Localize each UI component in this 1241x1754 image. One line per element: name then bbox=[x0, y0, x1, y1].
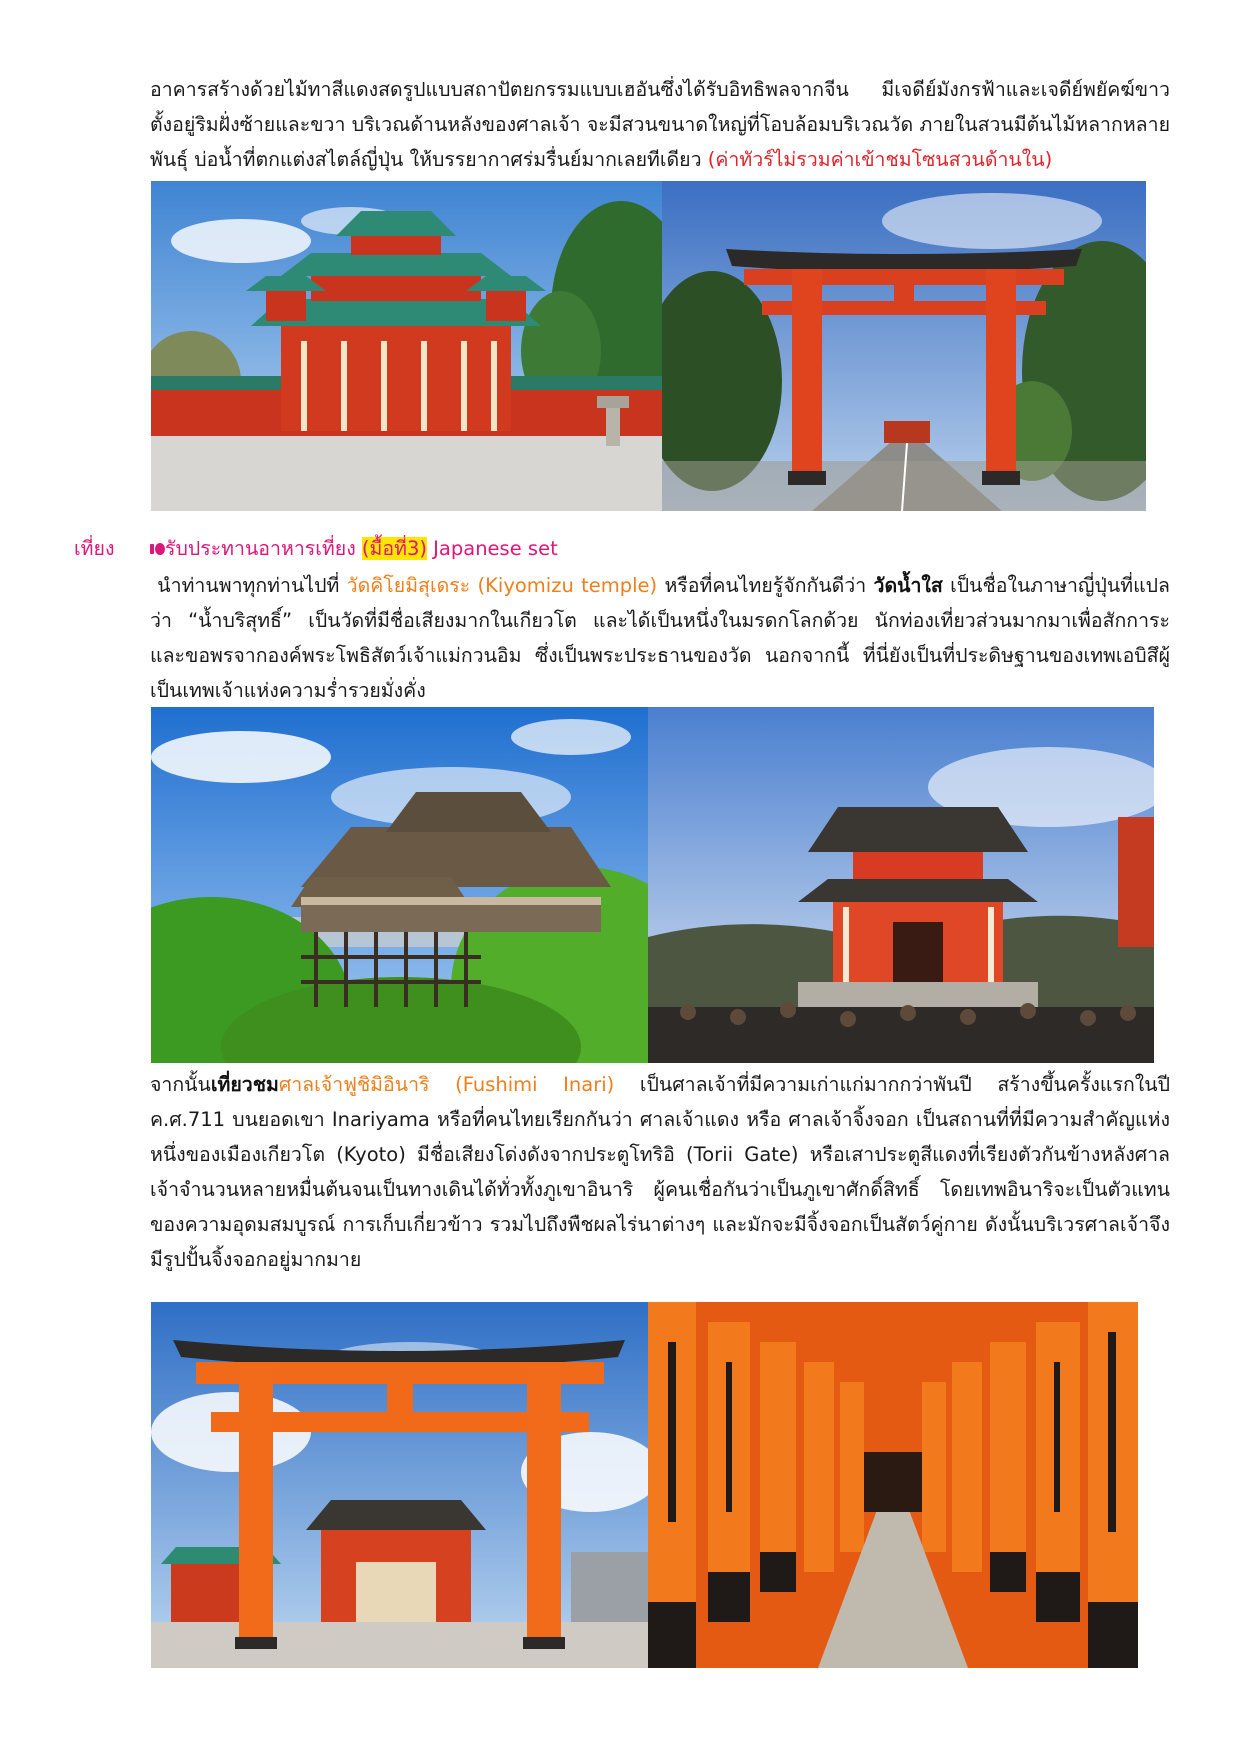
intro-text: อาคารสร้างด้วยไม้ทาสีแดงสดรูปแบบสถาปัตยกรรมแบบเฮอันซึ่งได้รับอิทธิพลจากจีน มีเจดีย์มังกรฟ้าและเจดีย์พยัคฆ์ขาว ตั้งอยู่ริมฝั่งซ้ายและขวา บริเวณด้านหลังของศาลเจ้า จะมีสวนขนาดใหญ่ที่โอบล้อมบริเวณวัด ภายในสวนมีต้นไม้หลากหลายพันธุ์ บ่อน้ำที่ตกแต่งสไตล์ญี่ปุ่น ให้บรรยากาศร่มรื่นย์มากเลยทีเดียว bbox=[150, 78, 1170, 171]
torii-tunnel-photo bbox=[648, 1302, 1138, 1668]
lunch-menu: Japanese set bbox=[433, 537, 558, 560]
meal-number-badge: (มื้อที่3) bbox=[361, 537, 427, 560]
fushimi-torii-photo bbox=[151, 1302, 648, 1668]
lunch-prefix: รับประทานอาหารเที่ยง bbox=[165, 537, 356, 560]
kiyomizu-mid: หรือที่คนไทยรู้จักกันดีว่า bbox=[657, 574, 874, 597]
fushimi-rest: เป็นศาลเจ้าที่มีความเก่าแก่มากกว่าพันปี สร้างขึ้นครั้งแรกในปี ค.ศ.711 บนยอดเขา Inariyama หรือที่คนไทยเรียกกันว่า ศาลเจ้าแดง หรือ ศาลเจ้าจิ้งจอก เป็นสถานที่ที่มีความสำคัญแห่งหนึ่งของเมืองเกียวโต (Kyoto) มีชื่อเสียงโด่งดังจากประตูโทริอิ (Torii Gate) หรือเสาประตูสีแดงที่เรียงตัวกันข้างหลังศาลเจ้าจำนวนหลายหมื่นต้นจนเป็นทางเดินได้ทั่วทั้งภูเขาอินาริ ผู้คนเชื่อกันว่าเป็นภูเขาศักดิ์สิทธิ์ โดยเทพอินาริจะเป็นตัวแทนของความอุดมสมบูรณ์ การเก็บเกี่ยวข้าว รวมไปถึงพืชผลไร่นาต่างๆ และมักจะมีจิ้งจอกเป็นสัตว์คู่กาย ดังนั้นบริเวรศาลเจ้าจึงมีรูปปั้นจิ้งจอกอยู่มากมาย bbox=[150, 1073, 1170, 1271]
time-label-noon: เที่ยง bbox=[74, 537, 115, 560]
fushimi-lead: จากนั้น bbox=[150, 1073, 211, 1096]
fushimi-name: ศาลเจ้าฟูชิมิอินาริ (Fushimi Inari) bbox=[278, 1073, 615, 1096]
kiyomizu-paragraph bbox=[150, 568, 1170, 708]
heian-torii-photo bbox=[662, 181, 1146, 511]
kiyomizu-lead: นำท่านพาทุกท่านไปที่ bbox=[157, 574, 347, 597]
meal-icon bbox=[150, 542, 165, 556]
intro-paragraph bbox=[150, 72, 1170, 177]
kiyomizu-stage-photo bbox=[151, 707, 648, 1063]
intro-note: (ค่าทัวร์ไม่รวมค่าเข้าชมโซนสวนด้านใน) bbox=[707, 148, 1053, 171]
kiyomizu-gate-photo bbox=[648, 707, 1154, 1063]
kiyomizu-name: วัดคิโยมิสุเดระ (Kiyomizu temple) bbox=[346, 574, 658, 597]
kiyomizu-nickname: วัดน้ำใส bbox=[873, 574, 943, 597]
lunch-line bbox=[150, 536, 1170, 562]
fushimi-paragraph bbox=[150, 1067, 1170, 1277]
fushimi-visit: เที่ยวชม bbox=[210, 1073, 279, 1096]
kiyomizu-rest: เป็นชื่อในภาษาญี่ปุ่นที่แปลว่า “น้ำบริสุทธิ์” เป็นวัดที่มีชื่อเสียงมากในเกียวโต และได้เป็นหนึ่งในมรดกโลกด้วย นักท่องเที่ยวส่วนมากมาเพื่อสักการะ และขอพรจากองค์พระโพธิสัตว์เจ้าแม่กวนอิม ซึ่งเป็นพระประธานของวัด นอกจากนี้ ที่นี่ยังเป็นที่ประดิษฐานของเทพเอบิสึผู้เป็นเทพเจ้าแห่งความร่ำรวยมั่งคั่ง bbox=[150, 574, 1170, 702]
heian-shrine-photo bbox=[151, 181, 662, 511]
